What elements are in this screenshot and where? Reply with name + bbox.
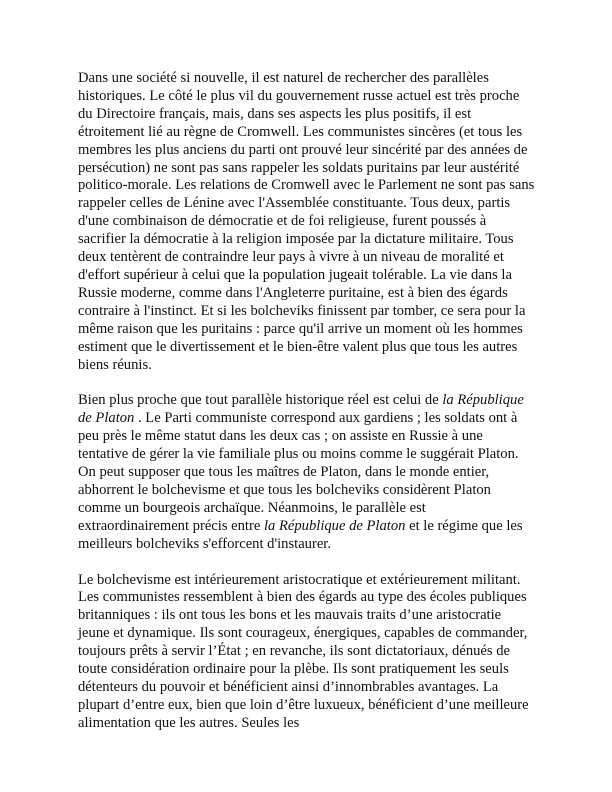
body-text: [78, 70, 536, 751]
paragraph-2-text-a: Bien plus proche que tout parallèle historique réel est celui de: [78, 392, 443, 409]
paragraph-1-text: Dans une société si nouvelle, il est naturel de rechercher des parallèles historiques. Le côté le plus vil du gouvernement russe actuel est très proche du Directoire français, mais, dans ses aspects les plus positifs, il est étroitement lié au règne de Cromwell. Les communistes sincères (et tous les membres les plus anciens du parti ont prouvé leur sincérité par des années de persécution) ne sont pas sans rappeler les soldats puritains par leur austérité politico-morale. Les relations de Cromwell avec le Parlement ne sont pas sans rappeler celles de Lénine avec l'Assemblée constituante. Tous deux, partis d'une combinaison de démocratie et de foi religieuse, furent poussés à sacrifier la démocratie à la religion imposée par la dictature militaire. Tous deux tentèrent de contraindre leur pays à vivre à un niveau de moralité et d'effort supérieur à celui que la population jugeait tolérable. La vie dans la Russie moderne, comme dans l'Angleterre puritaine, est à bien des égards contraire à l'instinct. Et si les bolcheviks finissent par tomber, ce sera pour la même raison que les puritains : parce qu'il arrive un moment où les hommes estiment que le divertissement et le bien-être valent plus que tous les autres biens réunis.: [78, 70, 535, 373]
paragraph-1: [78, 70, 536, 374]
paragraph-2: [78, 392, 536, 553]
paragraph-2-text-c: et le régime que les meilleurs bolcheviks s'efforcent d'instaurer.: [78, 517, 523, 552]
paragraph-3: [78, 572, 536, 733]
book-title-italic: la République de Platon: [78, 392, 524, 427]
book-title-italic: la République de Platon: [263, 517, 406, 534]
paragraph-2-text-b: . Le Parti communiste correspond aux gardiens ; les soldats ont à peu près le même statut dans les deux cas ; on assiste en Russie à une tentative de gérer la vie familiale plus ou moins comme le suggérait Platon. On peut supposer que tous les maîtres de Platon, dans le monde entier, abhorrent le bolchevisme et que tous les bolcheviks considèrent Platon comme un bourgeois archaïque. Néanmoins, le parallèle est extraordinairement précis entre: [78, 410, 519, 534]
paragraph-3-text: Le bolchevisme est intérieurement aristocratique et extérieurement militant. Les communistes ressemblent à bien des égards au type des écoles publiques britanniques : ils ont tous les bons et les mauvais traits d’une aristocratie jeune et dynamique. Ils sont courageux, énergiques, capables de commander, toujours prêts à servir l’État ; en revanche, ils sont dictatoriaux, dénués de toute considération ordinaire pour la plèbe. Ils sont pratiquement les seuls détenteurs du pouvoir et bénéficient ainsi d’innombrables avantages. La plupart d’entre eux, bien que loin d’être luxueux, bénéficient d’une meilleure alimentation que les autres. Seules les: [78, 571, 529, 731]
